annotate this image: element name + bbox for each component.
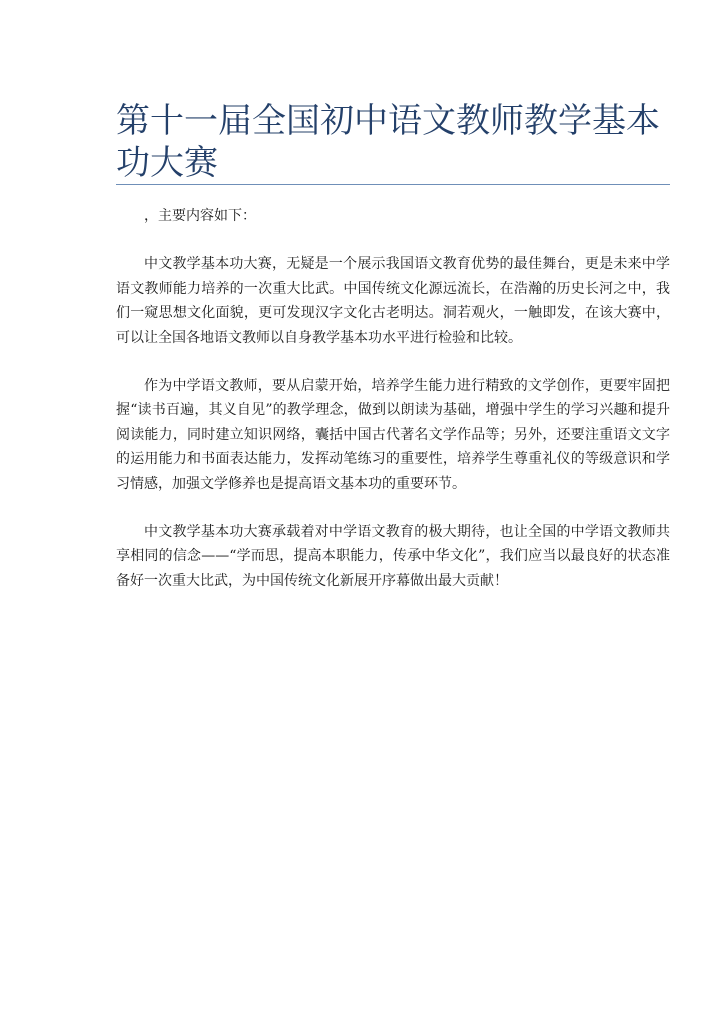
document-title: 第十一届全国初中语文教师教学基本功大赛 bbox=[116, 101, 660, 183]
paragraph: 中文教学基本功大赛，无疑是一个展示我国语文教育优势的最佳舞台，更是未来中学语文教师能力培养的一次重大比武。中国传统文化源远流长，在浩瀚的历史长河之中，我们一窥思想文化面貌，更可发现汉字文化古老明达。洞若观火，一触即发，在该大赛中，可以让全国各地语文教师以自身教学基本功水平进行检验和比较。 bbox=[116, 256, 670, 346]
intro-line: ，主要内容如下： bbox=[144, 208, 256, 224]
paragraph: 作为中学语文教师，要从启蒙开始，培养学生能力进行精致的文学创作，更要牢固把握“读书百遍，其义自见”的教学理念，做到以朗读为基础，增强中学生的学习兴趣和提升阅读能力，同时建立知识网络，囊括中国古代著名文学作品等；另外，还要注重语文文字的运用能力和书面表达能力，发挥动笔练习的重要性，培养学生尊重礼仪的等级意识和学习情感，加强文学修养也是提高语文基本功的重要环节。 bbox=[116, 378, 670, 492]
title-divider bbox=[116, 184, 670, 185]
paragraph: 中文教学基本功大赛承载着对中学语文教育的极大期待，也让全国的中学语文教师共享相同的信念——“学而思，提高本职能力，传承中华文化”，我们应当以最良好的状态准备好一次重大比武，为中国传统文化新展开序幕做出最大贡献！ bbox=[116, 524, 670, 589]
document-body bbox=[116, 204, 670, 617]
